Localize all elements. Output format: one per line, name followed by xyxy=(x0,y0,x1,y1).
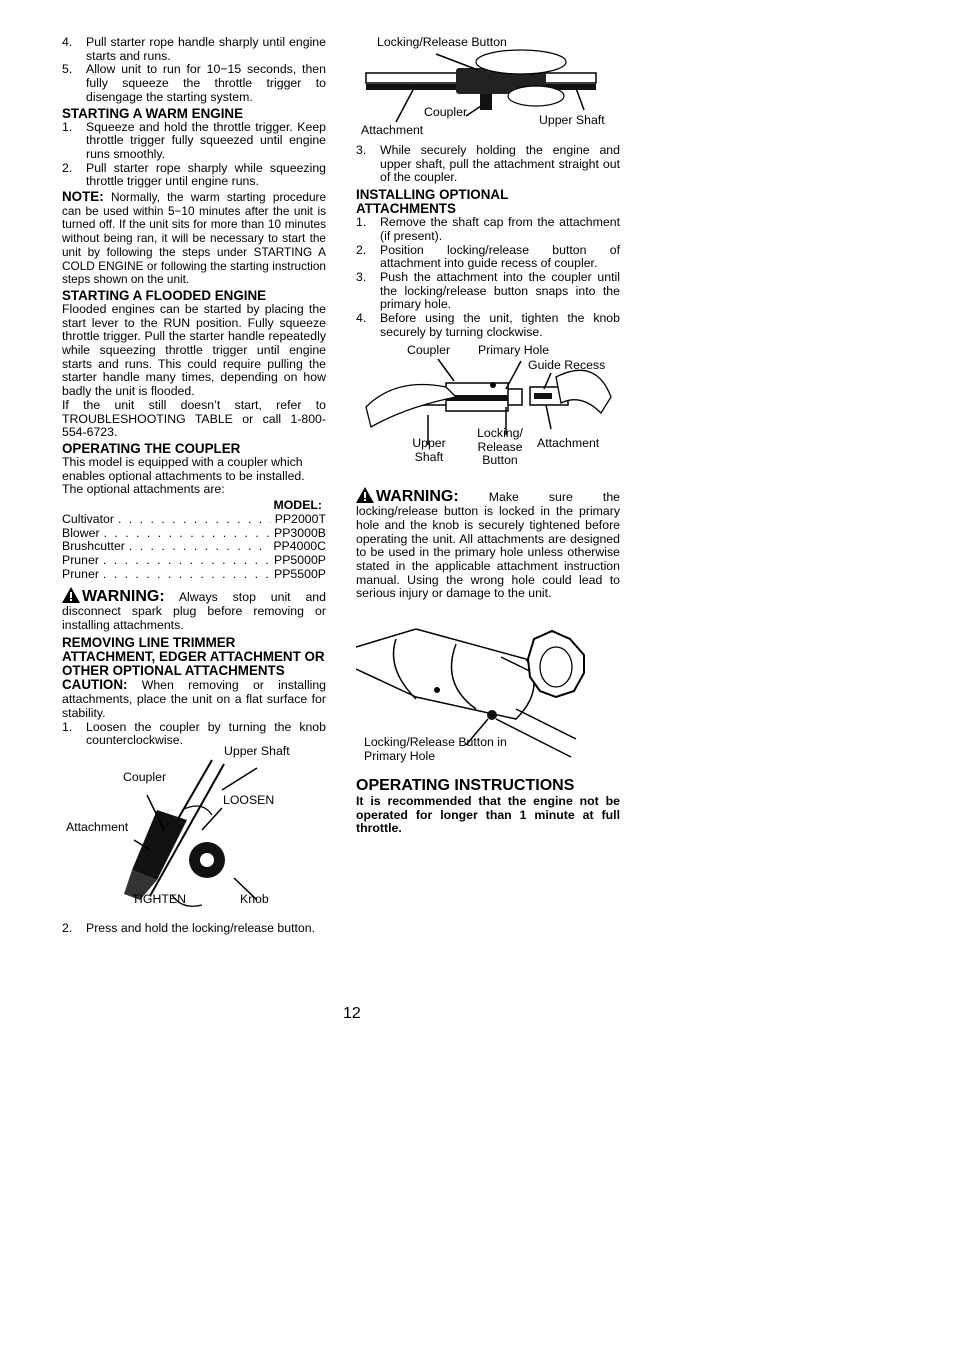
warm-engine-steps xyxy=(62,121,326,190)
model-row: Cultivator . . . PP2000T xyxy=(62,513,326,527)
warning-triangle-icon xyxy=(356,487,374,503)
installing-heading: INSTALLING OPTIONAL ATTACHMENTS xyxy=(356,187,509,217)
coupler-paragraph: This model is equipped with a coupler which enables optional attachments to be installed. The optional attachments are: xyxy=(62,454,305,497)
flooded-engine-heading: STARTING A FLOODED ENGINE xyxy=(62,287,267,303)
install-steps xyxy=(356,216,620,339)
list-item: 2. Pull starter rope sharply while squeezing throttle trigger until engine runs. xyxy=(62,160,326,189)
figure-label: Locking/Release Button xyxy=(377,35,507,49)
figure-label: Locking/Release Button in Primary Hole xyxy=(364,735,507,763)
figure-label: Upper Shaft xyxy=(224,743,290,758)
figure-label: Locking/ Release Button xyxy=(477,426,523,468)
figure-label: LOOSEN xyxy=(223,792,275,807)
warm-engine-heading: STARTING A WARM ENGINE xyxy=(62,105,244,121)
warning-block-2: WARNING: Make sure the locking/release button is locked in the primary hole and the knob is securely tightened before operating the unit. All attachments are designed to be used in the primary hole unless otherwise stated in the applicable attachment instruction manual. Using the wrong hole could lead to serious injury or damage to the unit. xyxy=(356,488,621,601)
operating-paragraph: It is recommended that the engine not be operated for longer than 1 minute at full throttle. xyxy=(356,794,620,836)
warning-label: WARNING: xyxy=(82,588,165,606)
list-item: 2. Position locking/release button of attachment into guide recess of coupler. xyxy=(356,242,620,271)
list-item: 4. Pull starter rope handle sharply until engine starts and runs. xyxy=(62,35,326,63)
list-item: 3. While securely holding the engine and upper shaft, pull the attachment straight out of the coupler. xyxy=(356,143,620,185)
list-item: 5. Allow unit to run for 10−15 seconds, then fully squeeze the throttle trigger to disengage the starting system. xyxy=(62,62,326,104)
left-column xyxy=(62,36,326,936)
list-item: 2. Press and hold the locking/release button. xyxy=(62,920,316,935)
figure-label: Upper Shaft xyxy=(412,436,446,464)
coupler-heading: OPERATING THE COUPLER xyxy=(62,440,241,456)
figure-label: Coupler xyxy=(424,105,468,119)
list-item: 1. Loosen the coupler by turning the knob counterclockwise. xyxy=(62,719,326,748)
model-table xyxy=(62,513,326,582)
removing-heading: REMOVING LINE TRIMMER ATTACHMENT, EDGER ATTACHMENT OR OTHER OPTIONAL ATTACHMENTS xyxy=(62,635,325,679)
model-row: Brushcutter . . . PP4000C xyxy=(62,540,326,554)
list-item: 1. Squeeze and hold the throttle trigger. Keep throttle trigger fully squeezed until engine runs smoothly. xyxy=(62,119,326,161)
list-item: 1. Remove the shaft cap from the attachment (if present). xyxy=(356,215,620,243)
coupler-knob-drawing xyxy=(62,750,326,922)
install-figure xyxy=(356,339,620,473)
flooded-paragraph-2: If the unit still doesn’t start, refer to TROUBLESHOOTING TABLE or call 1-800-554-6723. xyxy=(62,397,326,440)
model-row: Pruner . . . PP5000P xyxy=(62,554,326,568)
operating-instructions-heading: OPERATING INSTRUCTIONS xyxy=(356,777,575,795)
release-button-figure xyxy=(356,36,620,140)
note-label: NOTE: xyxy=(62,189,104,205)
remove-steps-3 xyxy=(356,144,620,185)
figure-label: Attachment xyxy=(66,819,129,834)
figure-label: Attachment xyxy=(361,123,424,137)
remove-steps-2 xyxy=(62,922,326,936)
page-number: 12 xyxy=(343,1005,361,1022)
cold-start-steps xyxy=(62,36,326,105)
model-row: Pruner . . . PP5500P xyxy=(62,568,326,582)
warning-triangle-icon xyxy=(62,587,80,603)
figure-label: Knob xyxy=(240,891,269,906)
coupler-knob-figure xyxy=(62,743,326,922)
figure-label: Upper Shaft xyxy=(539,113,605,127)
list-item: 4. Before using the unit, tighten the knob securely by turning clockwise. xyxy=(356,311,620,339)
model-row: Blower . . . PP3000B xyxy=(62,527,326,541)
caution-paragraph: CAUTION: When removing or installing attachments, place the unit on a flat surface for stability. xyxy=(62,677,326,720)
warning-block: WARNING: Always stop unit and disconnect spark plug before removing or installing attachments. xyxy=(62,588,326,632)
list-item: 3. Push the attachment into the coupler until the locking/release button snaps into the primary hole. xyxy=(356,269,620,312)
right-column xyxy=(356,36,620,836)
model-heading: MODEL: xyxy=(273,498,322,513)
figure-label: Primary Hole xyxy=(478,343,550,358)
figure-label: Coupler xyxy=(407,343,451,358)
caution-label: CAUTION: xyxy=(62,677,128,693)
figure-label: Attachment xyxy=(537,436,600,451)
note-paragraph: NOTE: Normally, the warm starting procedure can be used within 5−10 minutes after the unit is turned off. If the unit sits for more than 10 minutes without being ran, it will be necessary to start the unit by following the steps under STARTING A COLD ENGINE or following the starting instruction steps shown on the unit. xyxy=(62,189,327,287)
flooded-paragraph: Flooded engines can be started by placing the start lever to the RUN position. Fully squeeze throttle trigger. Pull the starter handle repeatedly while squeezing throttle trigger until engine starts and runs. This could require pulling the starter handle many times, depending on how badly the unit is flooded. xyxy=(62,301,326,399)
figure-label: Guide Recess xyxy=(528,358,606,373)
figure-label: TIGHTEN xyxy=(132,891,186,906)
primary-hole-figure xyxy=(356,609,620,763)
figure-label: Coupler xyxy=(123,769,167,784)
warning-label: WARNING: xyxy=(376,488,459,506)
